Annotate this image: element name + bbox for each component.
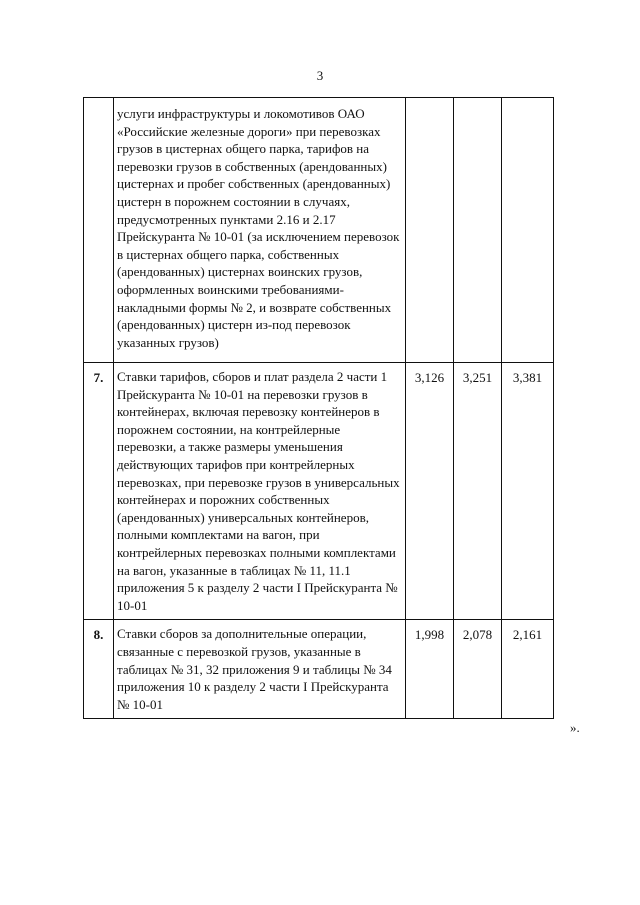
value-cell-2 (454, 98, 502, 363)
table-row (84, 620, 554, 719)
value-cell-1: 1,998 (406, 620, 454, 719)
table-row (84, 363, 554, 620)
value-cell-3: 2,161 (502, 620, 554, 719)
value-cell-1: 3,126 (406, 363, 454, 620)
tariff-table (83, 97, 554, 719)
value-cell-3 (502, 98, 554, 363)
value-cell-2: 2,078 (454, 620, 502, 719)
table-row (84, 98, 554, 363)
value-cell-3: 3,381 (502, 363, 554, 620)
row-description: Ставки тарифов, сборов и плат раздела 2 части 1 Прейскуранта № 10-01 на перевозки грузов в контейнерах, включая перевозку контейнеров в порожнем состоянии, на контрейлерные перевозки, а также размеры уменьшения действующих тарифов при контрейлерных перевозках, при перевозке грузов в универсальных контейнерах и порожних собственных (арендованных) универсальных контейнеров, полными комплектами на вагон, при контрейлерных перевозках полными комплектами на вагон, указанные в таблицах № 11, 11.1 приложения 5 к разделу 2 части I Прейскуранта № 10-01 (114, 363, 406, 620)
value-cell-1 (406, 98, 454, 363)
row-description: услуги инфраструктуры и локомотивов ОАО «Российские железные дороги» при перевозках грузов в цистернах общего парка, тарифов на перевозки грузов в собственных (арендованных) цистернах и пробег собственных (арендованных) цистерн в порожнем состоянии в случаях, предусмотренных пунктами 2.16 и 2.17 Прейскуранта № 10-01 (за исключением перевозок в цистернах общего парка, собственных (арендованных) цистернах воинских грузов, оформленных воинскими требованиями-накладными формы № 2, и возврате собственных (арендованных) цистерн из-под перевозок указанных грузов) (114, 98, 406, 363)
row-number: 7. (84, 363, 114, 620)
row-description: Ставки сборов за дополнительные операции, связанные с перевозкой грузов, указанные в таблицах № 31, 32 приложения 9 и таблицы № 34 приложения 10 к разделу 2 части I Прейскуранта № 10-01 (114, 620, 406, 719)
row-number (84, 98, 114, 363)
page-number: 3 (316, 68, 324, 83)
closing-quote-mark: ». (570, 720, 580, 735)
value-cell-2: 3,251 (454, 363, 502, 620)
row-number: 8. (84, 620, 114, 719)
